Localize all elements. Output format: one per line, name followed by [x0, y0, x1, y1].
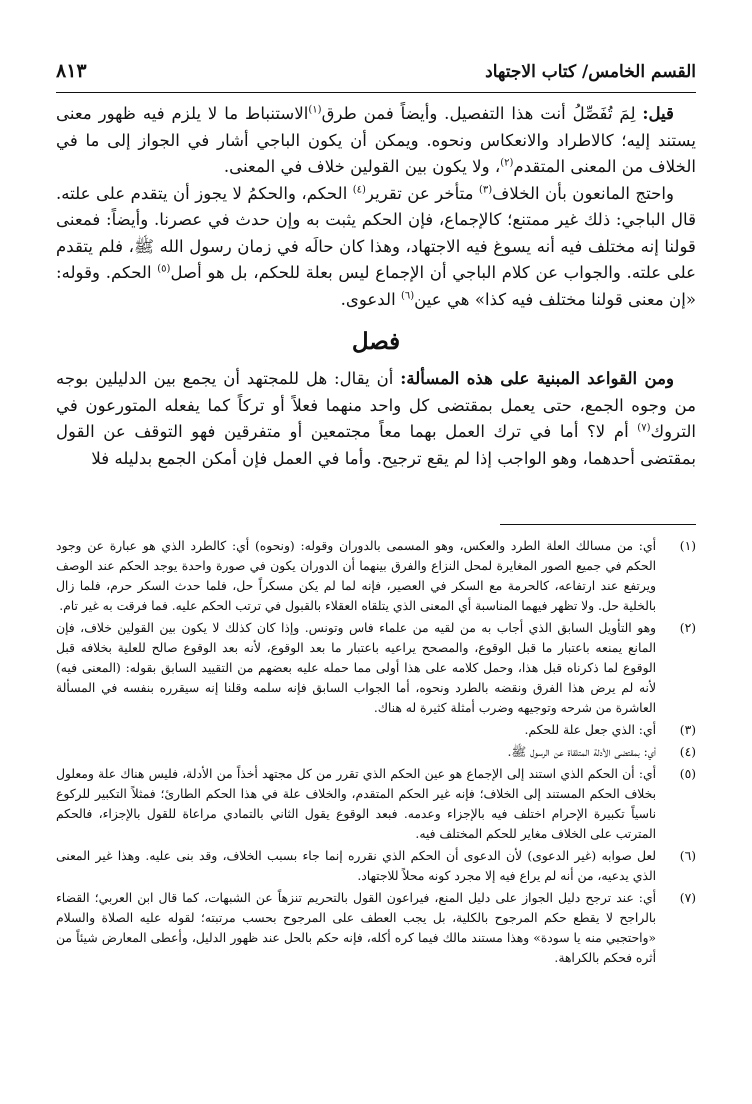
paragraph-3-text-b: أم لا؟ أما في ترك العمل بهما معاً مجتمعين أو متفرقين فهو التوقف عن القول بمقتضى أحدهما، وهو الواجب إذا لم يقع ترجيح. وأما في العمل فإن أمكن الجمع بدليله فلا: [56, 422, 696, 468]
footnote-ref-6[interactable]: (٦): [400, 289, 415, 301]
paragraph-1-text: لِمَ تُفَصِّلُ أنت هذا التفصيل. وأيضاً فمن طرق: [321, 104, 636, 123]
page-number: ٨١٣: [56, 60, 87, 82]
footnote-ref-2[interactable]: (٢): [500, 157, 514, 169]
paragraph-1: [56, 100, 696, 181]
paragraph-1-text-c: ، ولا يكون بين القولين خلاف في المعنى.: [223, 157, 501, 176]
footnote-text: أي: أن الحكم الذي استند إلى الإجماع هو عين الحكم الذي تقرر من كل مجتهد أخذاً من الأدلة، فليس هناك علة ومعلول بخلاف الحكم المستند إلى الخلاف؛ فإنه غير الحكم المتقدم، والخلاف علة في هذا الحكم الطارئ؛ فمثلاً التكبير للركوع ناسياً تكبيرة الإحرام اختلف فيه بالإجزاء وعدمه. فبعد الوقوع يقول الثاني بالتمادي مراعاة للقول بالإجزاء، فالحكم المترتب على الخلاف مغاير للحكم المختلف فيه.: [56, 767, 656, 841]
footnote: [56, 888, 696, 968]
paragraph-1-lead: قيل:: [642, 103, 674, 123]
footnote-ref-7[interactable]: (٧): [637, 422, 651, 434]
section-heading-fasl: فصل: [351, 328, 401, 355]
paragraph-1-text-b: الاستنباط ما لا يلزم فيه ظهور معنى يستند إليه؛ كالاطراد والانعكاس ونحوه. ويمكن أن يكون الباجي أشار في الجواز إلى ما في الخلاف من المعنى المتقدم: [56, 104, 696, 176]
paragraph-2-text-b: متأخر عن تقرير: [365, 183, 474, 203]
paragraph-2-text-a: واحتج المانعون بأن الخلاف: [492, 183, 674, 203]
footnote: [56, 846, 696, 886]
footnote-text: أي: عند ترجح دليل الجواز على دليل المنع، فيراعون القول بالتحريم تنزهاً عن الشبهات، كما قال ابن العربي؛ القضاء بالراجح لا يقطع حكم المرجوح بالكلية، بل يجب العطف على المرجوح بحسب مرتبته؛ لقوله عليه الصلاة والسلام «واحتجبي منه يا سودة» وهذا مستند مالك فيما كره أكله، فإنه حكم بالحل عند ظهور الدليل، وأعطى المعارض شيئاً من أثره فحكم بالكراهة.: [56, 891, 656, 965]
footnote-text: أي: الذي جعل علة للحكم.: [524, 723, 656, 737]
main-text: [56, 100, 696, 472]
paragraph-2-text-e: الدعوى.: [340, 289, 396, 309]
footnote-number: (٤): [679, 745, 696, 759]
paragraph-3: [56, 365, 696, 472]
footnote-text: وهو التأويل السابق الذي أجاب به من لقيه من علماء فاس وتونس. وإذا كان كذلك لا يكون بين القولين خلاف، فإن المانع يمنعه باعتبار ما قبل الوقوع، والمصحح يراعيه باعتبار ما بعد الوقوع، لأنه بعد الوقوع صالح للعلية بخلافه قبل الوقوع لما ذكرناه قبل هذا، وحمل كلامه على هذا أولى مما حمله عليه بعضهم من التقييد السابق بقوله: (المعنى فيه) لأنه لم يرض هذا الفرق ونقضه بالطرد ونحوه، أما الجواب السابق فإنه سلمه وقلنا إنه سيقرره بنفسه في المسألة العاشرة من شرحه وتوجيهه وضرب أمثلة كثيرة له هناك.: [56, 621, 656, 715]
footnote-text: أي: من مسالك العلة الطرد والعكس، وهو المسمى بالدوران وقوله: (ونحوه) أي: كالطرد الذي هو عبارة عن وجود الحكم في جميع الصور المغايرة لمحل النزاع والفرق بينهما أن الدوران يكون في صورة واحدة يوجد الحكم عند الوصف ويرتفع عند ارتفاعه، كالحرمة مع السكر في العصير، فإنه لما لم يكن مسكراً حل، فلما حدث السكر حرم، فلما زال بالخلية حل. ولا تظهر فيهما المناسبة أي المعنى الذي يتلقاه العقلاء بالقبول في ترتب الحكم عليه. فما فرقت به غير تام.: [56, 539, 656, 613]
footnote: [56, 618, 696, 718]
running-header: [56, 58, 696, 93]
footnote-separator: [500, 524, 696, 525]
footnote-ref-1[interactable]: (١): [308, 104, 322, 116]
footnote: [56, 720, 696, 740]
footnote-ref-5[interactable]: (٥): [157, 263, 171, 275]
footnote: [56, 764, 696, 844]
footnote: [56, 742, 696, 762]
paragraph-3-lead: ومن القواعد المبنية على هذه المسألة:: [400, 368, 674, 388]
footnote-number: (٦): [679, 849, 696, 863]
footnote-number: (٥): [679, 767, 696, 781]
footnotes: [56, 536, 696, 970]
footnote-text: لعل صوابه (غير الدعوى) لأن الدعوى أن الحكم الذي نقرره إنما جاء بسبب الخلاف، وقد بنى عليه. وهذا غير المعنى الذي يدعيه، من أنه لم يراع فيه إلا مجرد كونه محلاً للاجتهاد.: [56, 849, 656, 883]
footnote-number: (٢): [679, 621, 696, 635]
footnote-text: أي: بمقتضى الأدلة المتلقاة عن الرسول ﷺ.: [507, 745, 656, 759]
paragraph-2: [56, 181, 696, 314]
footnote: [56, 536, 696, 616]
footnote-ref-4[interactable]: (٤): [352, 183, 366, 195]
paragraph-2-text-d: الحكم. وقوله: «إن معنى قولنا مختلف فيه كذا» هي عين: [56, 263, 696, 309]
header-title: القسم الخامس/ كتاب الاجتهاد: [485, 62, 696, 82]
footnote-number: (١): [679, 539, 696, 553]
footnote-ref-3[interactable]: (٣): [478, 183, 493, 195]
paragraph-2-text-c: الحكم، والحكمُ لا يجوز أن يتقدم على علته. قال الباجي: ذلك غير ممتنع؛ كالإجماع، فإن الحكم يثبت به وإن حدث في عصرنا. وأيضاً: فمعنى قولنا إنه مختلف فيه أنه يسوغ فيه الاجتهاد، وهذا كان حالَه في زمان رسول الله ﷺ، فلم يتقدم على علته. والجواب عن كلام الباجي أن الإجماع ليس بعلة للحكم، بل هو أصل: [56, 183, 697, 282]
footnote-number: (٣): [679, 723, 696, 737]
paragraph-3-text-a: أن يقال: هل للمجتهد أن يجمع بين الدليلين بوجه من وجوه الجمع، حتى يعمل بمقتضى كل واحد منهما فعلاً أو تركاً كما يفعله المتورعون في التروك: [56, 369, 696, 441]
footnote-number: (٧): [679, 891, 696, 905]
